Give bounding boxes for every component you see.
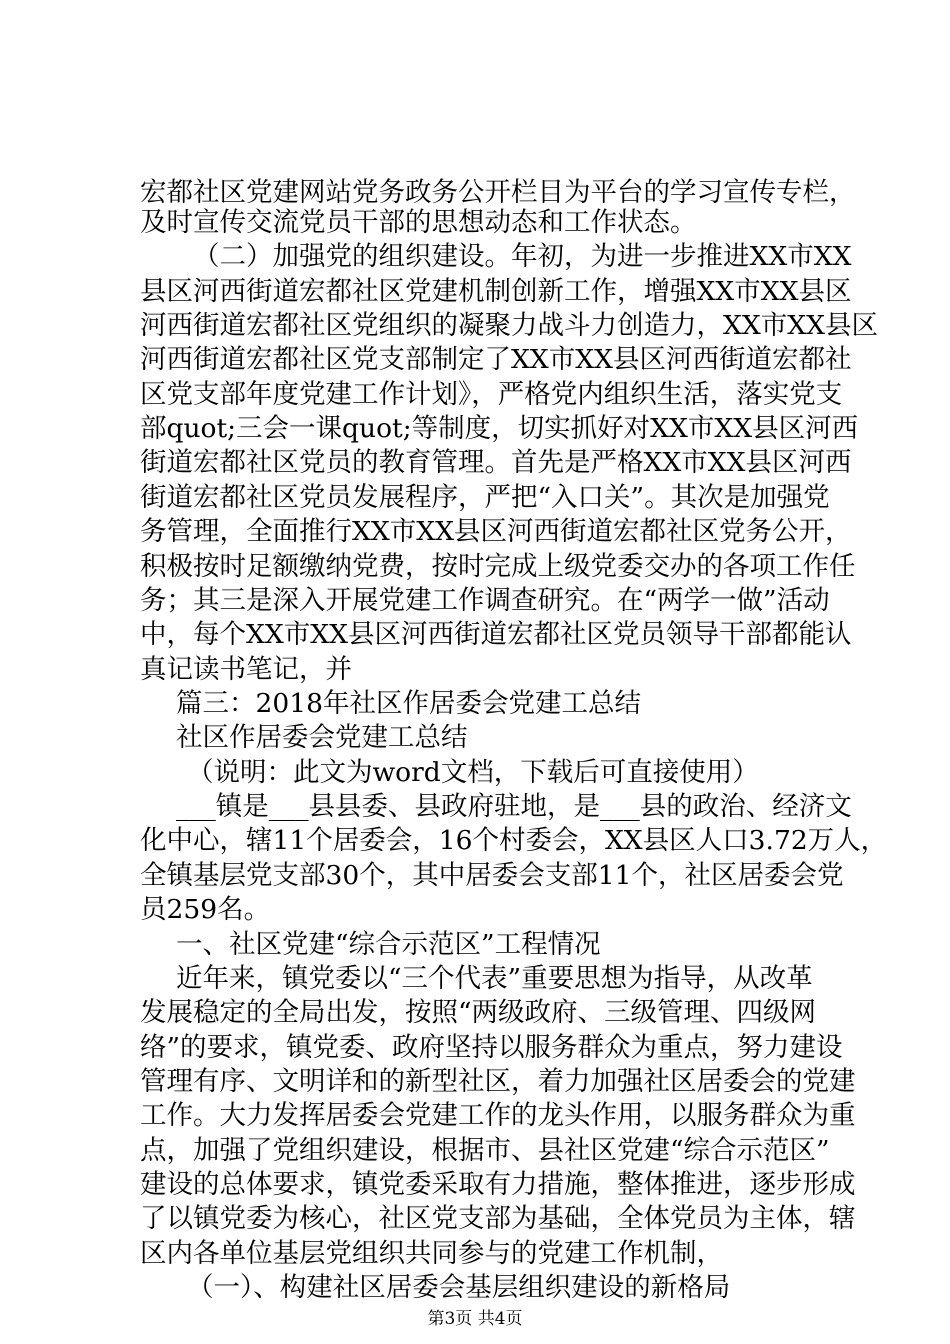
body-text-line: 务管理，全面推行XX市XX县区河西街道宏都社区党务公开， [140,516,852,547]
body-text-line: 络”的要求，镇党委、政府坚持以服务群众为重点，努力建设 [140,1032,843,1063]
body-text-line: （二）加强党的组织建设。年初，为进一步推进XX市XX [193,241,852,272]
subsection-heading: （一）、构建社区居委会基层组织建设的新格局 [187,1272,731,1303]
body-text-line: 宏都社区党建网站党务政务公开栏目为平台的学习宣传专栏， [140,177,856,208]
body-text-line: 区党支部年度党建工作计划》，严格党内组织生活，落实党支 [140,379,843,410]
body-text-line: 发展稳定的全局出发，按照“两级政府、三级管理、四级网 [140,997,817,1028]
body-text-line: 化中心，辖11个居委会，16个村委会，XX县区人口3.72万人， [140,825,888,856]
body-text-line: 管理有序、文明详和的新型社区，着力加强社区居委会的党建 [140,1066,856,1097]
body-text-line: 近年来，镇党委以“三个代表”重要思想为指导，从改革 [176,963,813,994]
page-number-footer: 第3页 共4页 [427,1309,523,1329]
body-text-line: 县区河西街道宏都社区党建机制创新工作，增强XX市XX县区 [140,276,852,307]
body-text-line: 中，每个XX市XX县区河西街道宏都社区党员领导干部都能认 [140,619,852,650]
body-text-line: 员259名。 [140,894,271,925]
article-note: （说明：此文为word文档，下载后可直接使用） [187,757,759,788]
body-text-line: 点，加强了党组织建设，根据市、县社区党建“综合示范区” [140,1135,830,1166]
body-text-line: ___镇是___县县委、县政府驻地，是___县的政治、经济文 [176,791,852,822]
body-text-line: 务；其三是深入开展党建工作调查研究。在“两学一做”活动 [140,585,830,616]
body-text-line: 真记读书笔记，并 [140,654,352,685]
body-text-line: 街道宏都社区党员的教育管理。首先是严格XX市XX县区河西 [140,447,852,478]
body-text-line: 建设的总体要求，镇党委采取有力措施，整体推进，逐步形成 [140,1169,856,1200]
section-heading: 篇三：2018年社区作居委会党建工总结 [176,688,641,719]
body-text-line: 部quot;三会一课quot;等制度，切实抓好对XX市XX县区河西 [140,413,859,444]
body-text-line: 河西街道宏都社区党组织的凝聚力战斗力创造力，XX市XX县区 [140,310,878,341]
body-text-line: 积极按时足额缴纳党费，按时完成上级党委交办的各项工作任 [140,551,856,582]
body-text-line: 全镇基层党支部30个，其中居委会支部11个，社区居委会党 [140,860,844,891]
body-text-line: 区内各单位基层党组织共同参与的党建工作机制， [140,1238,723,1269]
section-heading: 一、社区党建“综合示范区”工程情况 [176,929,601,960]
article-title: 社区作居委会党建工总结 [176,722,468,753]
body-text-line: 及时宣传交流党员干部的思想动态和工作状态。 [140,207,697,238]
body-text-line: 街道宏都社区党员发展程序，严把“入口关”。其次是加强党 [140,482,830,513]
body-text-line: 了以镇党委为核心，社区党支部为基础，全体党员为主体，辖 [140,1203,856,1234]
body-text-line: 河西街道宏都社区党支部制定了XX市XX县区河西街道宏都社 [140,344,852,375]
body-text-line: 工作。大力发挥居委会党建工作的龙头作用，以服务群众为重 [140,1100,856,1131]
